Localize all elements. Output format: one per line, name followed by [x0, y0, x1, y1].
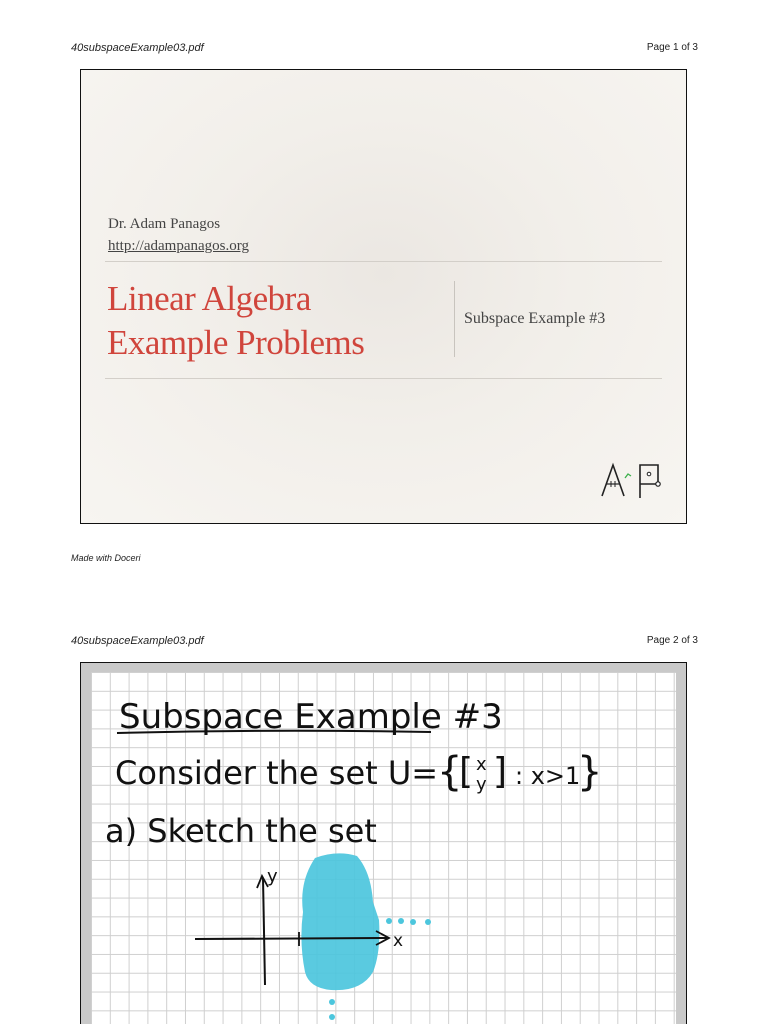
- slide-subtitle: Subspace Example #3: [464, 310, 606, 327]
- slide-title: [107, 277, 364, 365]
- bracket-left-icon: [: [459, 751, 474, 792]
- bracket-right-icon: ]: [493, 751, 508, 792]
- graph-paper: [91, 672, 676, 1024]
- y-axis-label: y: [267, 866, 278, 887]
- author-url-link[interactable]: http://adampanagos.org: [108, 238, 249, 254]
- page1-filename: 40subspaceExample03.pdf: [71, 42, 204, 54]
- brace-left-icon: {: [437, 749, 463, 795]
- x-axis-label: x: [393, 931, 404, 951]
- author-name: Dr. Adam Panagos: [108, 216, 221, 232]
- example-slide: [80, 662, 687, 1024]
- title-line-1: Linear Algebra: [107, 279, 311, 318]
- footer-credit: Made with Doceri: [71, 553, 141, 563]
- page2-number: Page 2 of 3: [646, 635, 698, 646]
- title-line-2: Example Problems: [107, 323, 365, 362]
- set-condition: : x>1: [515, 762, 581, 790]
- slide-heading: Subspace Example #3: [119, 697, 503, 737]
- brace-right-icon: }: [577, 749, 603, 795]
- handwritten-notes: [91, 672, 676, 1025]
- shaded-region: [301, 853, 431, 1020]
- divider-top: [105, 261, 662, 262]
- divider-vertical: [454, 281, 455, 357]
- vector-bottom: y: [476, 774, 487, 795]
- title-slide: [80, 69, 687, 524]
- vector-top: x: [476, 754, 487, 775]
- page2-filename: 40subspaceExample03.pdf: [71, 635, 204, 647]
- ap-logo-icon: [600, 462, 666, 500]
- divider-bottom: [105, 378, 662, 379]
- part-a-label: a) Sketch the set: [105, 812, 377, 850]
- page1-number: Page 1 of 3: [646, 42, 698, 53]
- set-definition-prefix: Consider the set U=: [115, 754, 439, 792]
